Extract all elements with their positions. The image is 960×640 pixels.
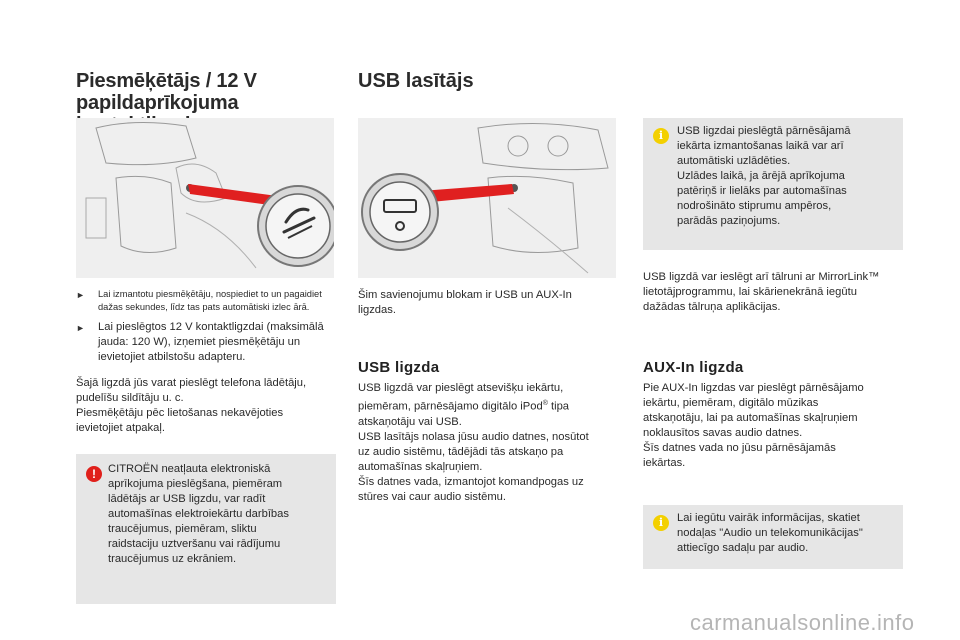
warning-icon: ! bbox=[86, 466, 102, 482]
left-bullet-list bbox=[76, 288, 338, 318]
usb-socket-body: USB ligzdā var pieslēgt atsevišķu iekārtu, piemēram, pārnēsājamo digitālo iPod® tipa atskaņotāju vai USB. USB lasītājs nolasa jūsu audio datnes, nosūtot uz audio sistēmu, tādējādi tās atskaņo pa automašīnas skaļruņiem. Šīs datnes vada, izmantojot komandpogas uz stūres vai caur audio sistēmu. bbox=[358, 381, 628, 505]
warning-text: CITROËN neatļauta elektroniskā aprīkojuma pieslēgšana, piemēram lādētājs ar USB ligzdu, var radīt automašīnas elektroiekārtu darbības traucējumus, piemēram, sliktu raidstaciju uztveršanu vai rādījumu traucējumus uz ekrāniem. bbox=[108, 463, 289, 565]
usb-port-drawing bbox=[358, 118, 616, 278]
aux-socket-subtitle: AUX-In ligzda bbox=[643, 359, 744, 376]
warning-box bbox=[76, 454, 336, 604]
info-charging-text: USB ligzdai pieslēgtā pārnēsājamā iekārta izmantošanas laikā var arī automātiski uzlādēties. Uzlādes laikā, ja ārējā aprīkojuma patēriņš ir lielāks par automašīnas nodrošināto stiprumu ampēros, parādās paziņojums. bbox=[677, 125, 851, 227]
usb-intro: Šim savienojumu blokam ir USB un AUX-In ligzdas. bbox=[358, 289, 572, 316]
info-icon: i bbox=[653, 515, 669, 531]
bullet-arrow-icon: ► bbox=[76, 323, 85, 333]
bullet-arrow-icon: ► bbox=[76, 290, 85, 300]
watermark: carmanualsonline.info bbox=[690, 610, 915, 635]
bullet-item: ► Lai pieslēgtos 12 V kontaktligzdai (maksimālā jauda: 120 W), izņemiet piesmēķētāju un ievietojiet atbilstošu adapteru. bbox=[76, 321, 324, 363]
info-icon: i bbox=[653, 128, 669, 144]
info-box-charging bbox=[643, 118, 903, 250]
cigar-lighter-illustration bbox=[76, 118, 334, 278]
usb-ipod-line: piemēram, pārnēsājamo digitālo iPod® tipa bbox=[358, 400, 570, 413]
bullet-item: ► Lai izmantotu piesmēķētāju, nospiediet to un pagaidiet dažas sekundes, līdz tas pats automātiski izlec ārā. bbox=[76, 289, 322, 312]
left-title: Piesmēķētājs / 12 V papildaprīkojuma bbox=[76, 70, 257, 114]
left-bullet-list-2 bbox=[76, 320, 338, 365]
usb-socket-subtitle: USB ligzda bbox=[358, 359, 440, 376]
mirrorlink-text: USB ligzdā var ieslēgt arī tālruni ar MirrorLink™ lietotājprogrammu, lai skārienekrānā iegūtu dažādas tālruņa aplikācijas. bbox=[643, 271, 880, 313]
left-paragraph: Šajā ligzdā jūs varat pieslēgt telefona lādētāju, pudelīšu sildītāju u. c. Piesmēķētāju pēc lietošanas nekavējoties ievietojiet atpakaļ. bbox=[76, 377, 307, 434]
info-box-more bbox=[643, 505, 903, 569]
aux-socket-body: Pie AUX-In ligzdas var pieslēgt pārnēsājamo iekārtu, piemēram, digitālo mūzikas atskaņotāju, lai pa automašīnas skaļruņiem noklausītos savas audio datnes. Šīs datnes vada no jūsu pārnēsājamās iekārtas. bbox=[643, 382, 864, 469]
info-more-text: Lai iegūtu vairāk informācijas, skatiet nodaļas "Audio un telekomunikācijas" attiecīgo sadaļu par audio. bbox=[677, 512, 863, 554]
cigar-lighter-drawing bbox=[76, 118, 334, 278]
usb-port-illustration bbox=[358, 118, 616, 278]
usb-reader-title: USB lasītājs bbox=[358, 70, 474, 92]
